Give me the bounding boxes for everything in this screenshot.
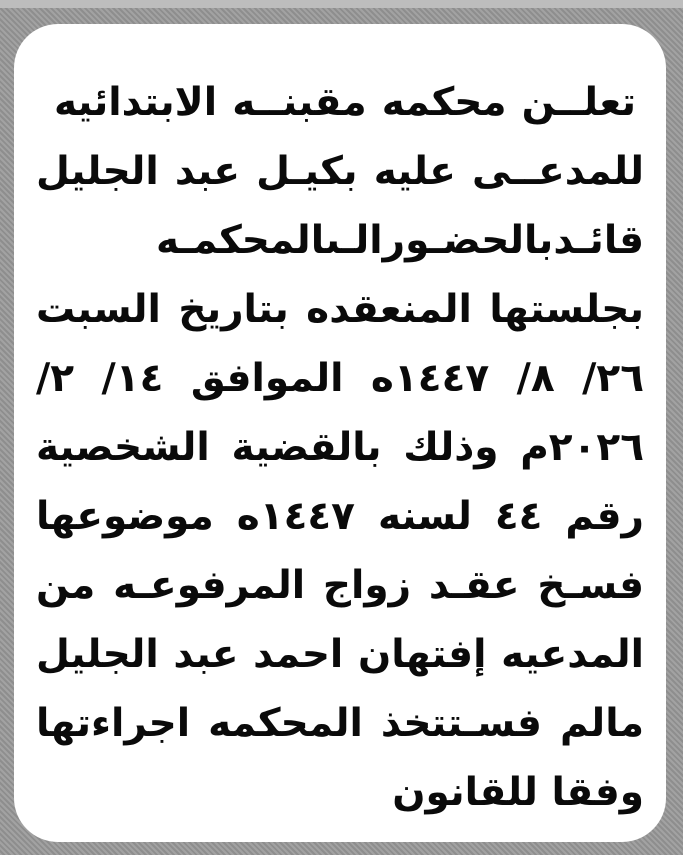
notice-line-6: ٢٠٢٦م وذلك بالقضية الشخصية [36, 425, 644, 470]
notice-line-10: مالم فسـتتخذ المحكمه اجراءتها [36, 701, 644, 746]
notice-line-5: ٢٦/ ٨/ ١٤٤٧ه الموافق ١٤/ ٢/ [36, 356, 644, 401]
notice-line-3: قائـدبالحضـورالـىالمحكمـه [156, 218, 644, 263]
notice-line-8: فسـخ عقـد زواج المرفوعـه من [36, 563, 644, 608]
top-edge-strip [0, 0, 683, 8]
notice-line-4: بجلستها المنعقده بتاريخ السبت [36, 287, 644, 332]
court-notice-text [36, 68, 644, 827]
notice-line-11: وفقا للقانون [392, 770, 644, 815]
notice-card [14, 24, 666, 842]
notice-line-2: للمدعــى عليه بكيـل عبد الجليل [36, 149, 644, 194]
notice-line-1: تعلــن محكمه مقبنــه الابتدائيه [54, 80, 636, 125]
notice-line-9: المدعيه إفتهان احمد عبد الجليل [36, 632, 644, 677]
notice-line-7: رقم ٤٤ لسنه ١٤٤٧ه موضوعها [36, 494, 644, 539]
